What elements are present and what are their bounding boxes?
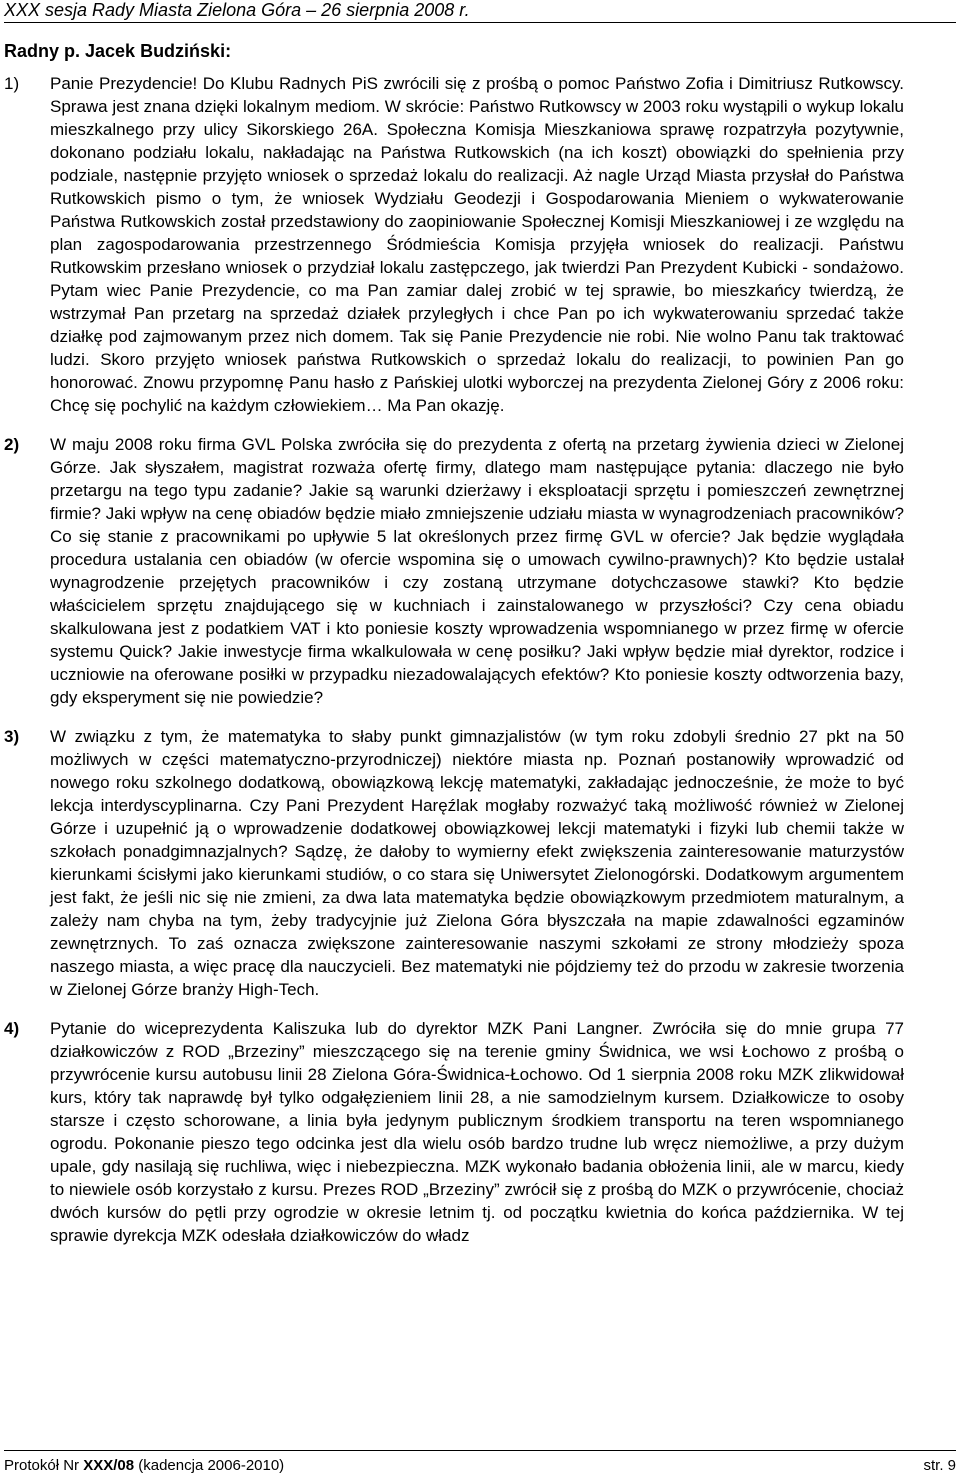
list-item (4, 72, 904, 417)
footer-number: XXX/08 (83, 1457, 135, 1474)
item-text: W związku z tym, że matematyka to słaby punkt gimnazjalistów (w tym roku zdobyli średnio 27 pkt na 50 możliwych w części matematyczno-przyrodniczej) niektóre miasta np. Poznań postanowiły wprowadzić od nowego roku szkolnego dodatkową, obowiązkową lekcję matematyki, zakładając jednocześnie, że może to być lekcja interdyscyplinarna. Czy Pani Prezydent Haręźlak mogłaby rozważyć taką możliwość również w Zielonej Górze i uzupełnić ją o wprowadzenie dodatkowej obowiązkowej lekcji matematyki i fizyki lub chemii także w szkołach ponadgimnazjalnych? Sądzę, że dałoby to wymierny efekt zwiększenia zainteresowanie maturzystów kierunkami ścisłymi jako kierunkami studiów, o co stara się Uniwersytet Zielonogórski. Dodatkowym argumentem jest fakt, że jeśli nic się nie zmieni, za dwa lata matematyka będzie obowiązkowym przedmiotem maturalnym, a zależy nam chyba na tym, żeby tradycyjnie już Zielona Góra błyszczała na mapie zdawalności egzaminów zewnętrznych. To zaś oznacza zwiększone zainteresowanie naszymi szkołami ze strony młodzieży spoza naszego miasta, a więc pracę dla nauczycieli. Bez matematyki nie pójdziemy też do przodu w zakresie tworzenia w Zielonej Górze branży High-Tech. (50, 727, 904, 999)
item-number: 2) (4, 435, 20, 454)
header-title: XXX sesja Rady Miasta Zielona Góra – 26 sierpnia 2008 r. (4, 0, 470, 20)
item-text: Panie Prezydencie! Do Klubu Radnych PiS zwrócili się z prośbą o pomoc Państwo Zofia i Dimitriusz Rutkowscy. Sprawa jest znana dzięki lokalnym mediom. W skrócie: Państwo Rutkowscy w 2003 roku wystąpili o wykup lokalu mieszkalnego przy ulicy Sikorskiego 26A. Społeczna Komisja Mieszkaniowa sprawę rozpatrzyła pozytywnie, dokonano podziału lokalu, nakładając na Państwa Rutkowskich (na ich koszt) obowiązki do spełnienia przy podziale, następnie przyjęto wniosek o sprzedaż lokalu do realizacji. Aż nagle Urząd Miasta przysłał do Państwa Rutkowskich pismo o tym, że wniosek Wydziału Geodezji i Gospodarowania Mieniem o wykwaterowanie Państwa Rutkowskich został przedstawiony do zaopiniowanie Społecznej Komisji Mieszkaniowej i ze względu na plan zagospodarowania przestrzennego Śródmieścia Komisja przyjęła wniosek do realizacji. Państwu Rutkowskim przesłano wniosek o przydział lokalu zastępczego, jak twierdzi Pan Prezydent Kubicki - sondażowo. Pytam wiec Panie Prezydencie, co ma Pan zamiar dalej zrobić w tej sprawie, bo mieszkańcy twierdzą, że wstrzymał Pan przetarg na sprzedaż działek przyległych i chce Pan po ich wykwaterowaniu sprzedać także działkę pod zajmowanym przez nich domem. Tak się Panie Prezydencie nie robi. Nie wolno Panu tak traktować ludzi. Skoro przyjęto wniosek państwa Rutkowskich o sprzedaż lokalu do realizacji, to powinien Pan go honorować. Znowu przypomnę Panu hasło z Pańskiej ulotki wyborczej na prezydenta Zielonej Góry z 2006 roku: Chcę się pochylić na każdym człowiekiem… Ma Pan okazję. (50, 74, 904, 415)
item-text: Pytanie do wiceprezydenta Kaliszuka lub do dyrektor MZK Pani Langner. Zwróciła się do mnie grupa 77 działkowiczów z ROD „Brzeziny” mieszczącego się na terenie gminy Świdnica, we wsi Łochowo z prośbą o przywrócenie kursu autobusu linii 28 Zielona Góra-Świdnica-Łochowo. Od 1 sierpnia 2008 roku MZK zlikwidował kurs, który tak naprawdę był tylko odgałęzieniem linii 28, a nie samodzielnym kursem. Działkowicze to osoby starsze i często schorowane, a linia była jedynym publicznym środkiem transportu na teren wspomnianego ogrodu. Pokonanie pieszo tego odcinka jest dla wielu osób bardzo trudne lub wręcz niemożliwe, a przy dużym upale, gdy nasilają się ruchliwa, więc i niebezpieczna. MZK wykonało badania obłożenia linii, ale w marcu, kiedy to niewiele osób korzystało z kursu. Prezes ROD „Brzeziny” zwrócił się z prośbą do MZK o przywrócenie, chociaż dwóch kursów do pętli przy ogrodzie w okresie letnim tj. od początku kwietnia do końca października. W tej sprawie dyrekcja MZK odesłała działkowiczów do władz (50, 1019, 904, 1245)
page-footer (4, 1450, 956, 1477)
list-item (4, 725, 904, 1001)
item-number: 1) (4, 74, 20, 93)
document-body (4, 72, 904, 1247)
page-header (4, 0, 956, 23)
speaker-heading: Radny p. Jacek Budziński: (4, 41, 232, 61)
list-item (4, 1017, 904, 1247)
footer-suffix: (kadencja 2006-2010) (134, 1457, 285, 1474)
footer-prefix: Protokół Nr (4, 1457, 84, 1474)
item-number: 4) (4, 1019, 20, 1038)
item-text: W maju 2008 roku firma GVL Polska zwróciła się do prezydenta z ofertą na przetarg żywienia dzieci w Zielonej Górze. Jak słyszałem, magistrat rozważa ofertę firmy, dlatego mam następujące pytania: dlaczego nie było przetargu na tego typu zadanie? Jakie są warunki dzierżawy i eksploatacji sprzętu i pomieszczeń zewnętrznej firmie? Jaki wpływ na cenę obiadów będzie miało zmniejszenie udziału miasta w wynagrodzeniach pracowników? Co się stanie z pracownikami po upływie 5 lat określonych przez firmę GVL w ofercie? Jak będzie wyglądała procedura ustalania cen obiadów (w ofercie wspomina się o umowach cywilno-prawnych)? Kto będzie ustalał wynagrodzenie przejętych pracowników i czy zostaną utrzymane dotychczasowe stawki? Kto będzie właścicielem sprzętu znajdującego się w kuchniach i zainstalowanego w przyszłości? Czy cena obiadu skalkulowana jest z podatkiem VAT i kto poniesie koszty wprowadzenia wspomnianego w przez firmę w ofercie systemu Quick? Jakie inwestycje firma wkalkulowała w cenę posiłku? Jaki wpływ będzie miał dyrektor, rodzice i uczniowie na oferowane posiłki w przypadku niezadowalających efektów? Kto poniesie koszty odtworzenia bazy, gdy eksperyment się nie powiedzie? (50, 435, 904, 707)
item-number: 3) (4, 727, 20, 746)
list-item (4, 433, 904, 709)
footer-protocol (4, 1455, 284, 1477)
page-number: str. 9 (923, 1457, 956, 1474)
